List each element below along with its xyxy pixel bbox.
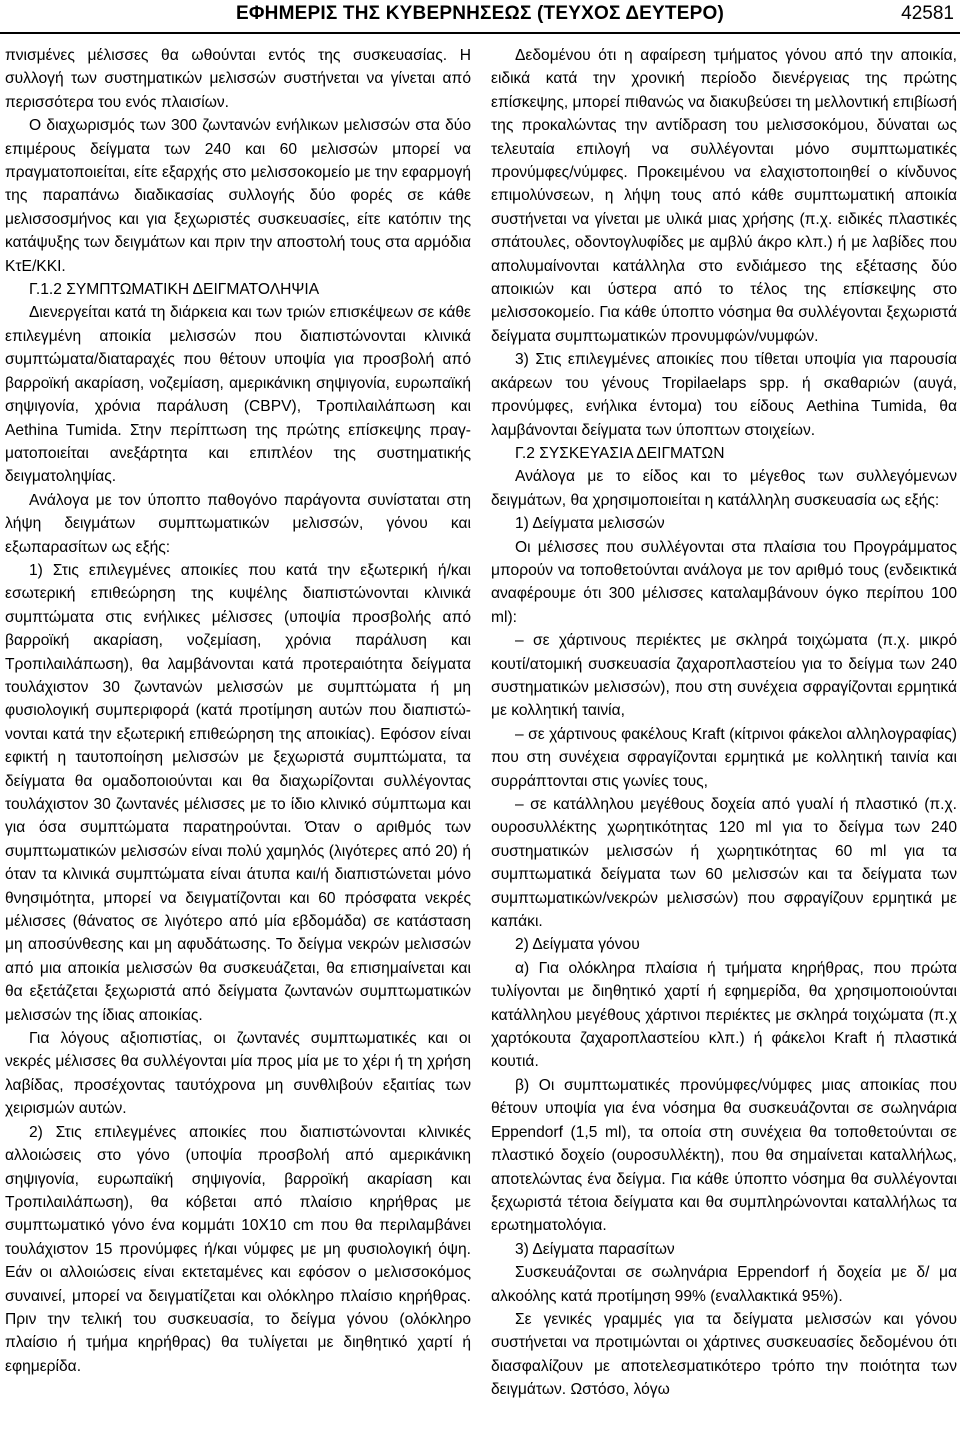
paragraph: – σε χάρτινους περιέκτες με σκληρά τοιχώματα (π.χ. μικρό κουτί/ατομική συσκευασία ζαχαροπλαστείου για το δείγμα των 240 συστηματικών μελισσών), που στη συνέχεια σφραγίζονται ερμητικά με κολλητική ταινία, [491,632,957,720]
paragraph: 2) Στις επιλεγμένες αποικίες που διαπιστώνονται κλινικές αλλοιώσεις στο γόνο (υποψία προσβολή από αμερικάνικη σηψιγονία, ευρωπαϊκή σηψιγονία, βαρροϊκή ακαρίαση και Τροπιλαιλάπωση), θα κόβεται από πλαίσιο κηρήθρας με συμπτωματικό γόνο ένα κομμάτι 10Χ10 cm που θα περιλαμβάνει τουλάχιστον 15 προνύμφες ή/και νύμφες με μη φυσιολογική όψη. Εάν οι αλλοιώσεις είναι εκτεταμένες και εφόσον ο μελισσοκόμος συναινεί, μπορεί να δειγματίζεται και ολόκληρο πλαίσιο κηρήθρας. Πριν την τελική του συσκευασία, το δείγμα γόνου (ολόκληρο πλαίσιο ή τμήμα κηρήθρας) θα τυλίγεται με διηθητικό χαρτί ή εφημερίδα. [5,1123,471,1375]
paragraph: 3) Στις επιλεγμένες αποικίες που τίθεται υποψία για παρουσία ακάρεων του γένους Tropilaelaps spp. ή σκαθαριών (αυγά, προνύμφες, ενήλικα έντομα) του είδους Aethina Tumida, θα λαμβάνονται δείγματα των ύποπτων στοιχείων. [491,351,957,439]
paragraph: Συσκευάζονται σε σωληνάρια Eppendorf ή δοχεία με δ/ μα αλκοόλης κατά προτίμηση 99% (εναλλακτικά 95%). [491,1264,957,1305]
paragraph: Ο διαχωρισμός των 300 ζωντανών ενήλικων μελισσών στα δύο επιμέρους δείγματα των 240 και 60 μελισσών μπορεί να πραγματοποιείται, είτε εξαρχής στο μελισσοκομείο με την εφαρμογή της παραπάνω διαδικασίας συλλογής δύο φορές σε κάθε μελισσοσμήνος και για ξεχωριστές συσκευασίες, είτε κατόπιν της κατάψυξης των δειγμάτων και πριν την αποστολή τους στα αρμόδια ΚτΕ/ΚΚΙ. [5,117,471,275]
paragraph: 3) Δείγματα παρασίτων [515,1240,675,1258]
page-header [0,0,960,40]
left-column [5,44,471,1378]
paragraph: Ανάλογα με τον ύποπτο παθογόνο παράγοντα συνίσταται στη λήψη δειγμάτων συμπτωματικών μελισσών, γόνου και εξωπαρασίτων ως εξής: [5,491,471,556]
paragraph: Διενεργείται κατά τη διάρκεια και των τριών επισκέψεων σε κάθε επιλεγμένη αποικία μελισσών που διαπιστώνονται κλινικά συμπτώματα/διαταραχές που θέτουν υποψία για προσβολή από βαρροϊκή ακαρίαση, νοζεμίαση, αμερικάνικη σηψιγονία, ευρωπαϊκή σηψιγονία, χρόνια παράλυση (CBPV), Τροπιλαιλάπωση και Aethina Tumida. Στην περίπτωση της πρώτης επίσκεψης πραγματοποιείται ανεξάρτητα και επιπλέον της συστηματικής δειγματοληψίας. [5,304,471,486]
paragraph: Για λόγους αξιοπιστίας, οι ζωντανές συμπτωματικές και οι νεκρές μέλισσες θα συλλέγονται μία προς μία με το χέρι ή τη χρήση λαβίδας, προσέχοντας ταυτόχρονα μη συνθλιβούν εξαιτίας των χειρισμών αυτών. [5,1030,471,1118]
header-divider [0,32,960,34]
paragraph: α) Για ολόκληρα πλαίσια ή τμήματα κηρήθρας, που πρώτα τυλίγονται με διηθητικό χαρτί ή εφημερίδα, θα χρησιμοποιούνται κατάλληλου μεγέθους χάρτινοι περιέκτες με σκληρά τοιχώματα (π.χ χαρτόκουτα ζαχαροπλαστείου κλπ.) ή φάκελοι Kraft ή πλαστικά κουτιά. [491,959,957,1071]
paragraph: – σε κατάλληλου μεγέθους δοχεία από γυαλί ή πλαστικό (π.χ. ουροσυλλέκτης χωρητικότητας 120 ml για το δείγμα των 240 συστηματικών μελισσών ή χωρητικότητας 60 ml για τα συμπτωματικά δείγματα των 60 μελισσών και τα δείγματα των συμπτωματικών/νεκρών μελισσών) που σφραγίζουν ερμητικά με καπάκι. [491,796,957,931]
page-number: 42581 [901,3,954,24]
paragraph: 2) Δείγματα γόνου [515,936,640,954]
paragraph: 1) Δείγματα μελισσών [515,515,665,533]
paragraph: β) Οι συμπτωματικές προνύμφες/νύμφες μιας αποικίας που θέτουν υποψία για ένα νόσημα θα συσκευάζονται σε σωληνάρια Eppendorf (1,5 ml), τα οποία στη συνέχεια θα τοποθετούνται σε πλαστικό δοχείο (ουροσυλλέκτη), που θα σημαίνεται καταλλήλως, αποτελώντας ένα δείγμα. Για κάθε ύποπτο νόσημα θα συλλέγονται ξεχωριστά τέτοια δείγματα και θα συμπληρώνονται καταλλήλως τα ερωτηματολόγια. [491,1076,957,1235]
right-column [491,44,957,1402]
paragraph: πνισμένες μέλισσες θα ωθούνται εντός της συσκευασίας. Η συλλογή των συστηματικών μελισσών συστήνεται να γίνεται από περισσότερα του ενός πλαισίων. [5,47,471,111]
paragraph: Ανάλογα με το είδος και το μέγεθος των συλλεγόμενων δειγμάτων, θα χρησιμοποιείται η κατάλληλη συσκευασία ως εξής: [491,468,957,509]
publication-title: ΕΦΗΜΕΡΙΣ ΤΗΣ ΚΥΒΕΡΝΗΣΕΩΣ (ΤΕΥΧΟΣ ΔΕΥΤΕΡΟ) [236,3,724,24]
paragraph: Σε γενικές γραμμές για τα δείγματα μελισσών και γόνου συστήνεται να προτιμώνται οι χάρτινες συσκευασίες δεδομένου ότι διασφαλίζουν με αποτελεσματικότερο τρόπο την ποιότητα των δειγμάτων. Ωστόσο, λόγω [491,1310,957,1399]
paragraph: 1) Στις επιλεγμένες αποικίες που κατά την εξωτερική ή/και εσωτερική επιθεώρηση της κυψέλης διαπιστώνονται κλινικά συμπτώματα στις ενήλικες μέλισσες (υποψία προσβολής από βαρροϊκή ακαρίαση, νοζεμίαση, χρόνια παράλυση και Τροπιλαιλάπωση), θα λαμβάνονται κατά προτεραιότητα δείγματα τουλάχιστον 30 ζωντανών μελισσών με συμπτώματα ή μη φυσιολογική συμπεριφορά (κατά προτίμηση αυτών που διαπιστώνονται κατά την εξωτερική επιθεώρηση της αποικίας). Εφόσον είναι εφικτή η ταυτοποίηση μελισσών με ξεχωριστά συμπτώματα, τα δείγματα θα ομαδοποιούνται και θα διαχωρίζονται συλλέγοντας τουλάχιστον 30 ζωντανές μέλισσες με το ίδιο κλινικό σύμπτωμα και για όσα συμπτώματα παρατηρούνται. Όταν ο αριθμός των συμπτωματικών μελισσών είναι πολύ χαμηλός (λιγότερες από 20) ή όταν τα κλινικά συμπτώματα είναι άτυπα και/ή διαπιστώνεται μόνο θνησιμότητα, μπορεί να δειγματίζονται και 60 πρόσφατα νεκρές μέλισσες (θάνατος σε λιγότερο από μία εβδομάδα) σε κατάσταση μη αποσύνθεσης και μη αφυδάτωσης. Το δείγμα νεκρών μελισσών από μια αποικία μελισσών θα συσκευάζεται, θα επισημαίνεται και θα εξετάζεται ξεχωριστά από δείγματα ζωντανών συμπτωματικών μελισσών της ίδιας αποικίας. [5,561,471,1024]
paragraph: Γ.2 ΣΥΣΚΕΥΑΣΙΑ ΔΕΙΓΜΑΤΩΝ [515,444,725,462]
paragraph: Δεδομένου ότι η αφαίρεση τμήματος γόνου από την αποικία, ειδικά κατά την χρονική περίοδο διενέργειας της πρώτης επίσκεψης, μπορεί πιθανώς να διακυβεύσει τη μελλοντική επιβίωσή της προκαλώντας την αντίδραση του μελισσοκόμου, δύναται ως τελευταία επιλογή να συλλέγονται μόνο συμπτωματικές προνύμφες/νύμφες. Προκειμένου να ελαχιστοποιηθεί ο κίνδυνος επιμολύνσεων, η λήψη τους από κάθε συμπτωματική αποικία συστήνεται να γίνεται με υλικά μιας χρήσης (π.χ. ειδικές πλαστικές σπάτουλες, οδοντογλυφίδες με αμβλύ άκρο κλπ.) ή με λαβίδες που απολυμαίνονται κατάλληλα στο ενδιάμεσο της εξέτασης δύο αποικιών και ύστερα από το τέλος της επίσκεψης στο μελισσοκομείο. Για κάθε ύποπτο νόσημα θα συλλέγονται ξεχωριστά δείγματα συμπτωματικών προνυμφών/νυμφών. [491,47,957,345]
paragraph: Οι μέλισσες που συλλέγονται στα πλαίσια του Προγράμματος μπορούν να τοποθετούνται ανάλογα με τον αριθμό τους (ενδεικτικά αναφέρουμε ότι 300 μέλισσες καταλαμβάνουν όγκο περίπου 100 ml): [491,538,957,626]
paragraph: – σε χάρτινους φακέλους Kraft (κίτρινοι φάκελοι αλληλογραφίας) που στη συνέχεια σφραγίζονται ερμητικά με κολλητική ταινία και συρράπτονται στις γωνίες τους, [491,725,957,790]
paragraph: Γ.1.2 ΣΥΜΠΤΩΜΑΤΙΚΗ ΔΕΙΓΜΑΤΟΛΗΨΙΑ [29,281,320,299]
